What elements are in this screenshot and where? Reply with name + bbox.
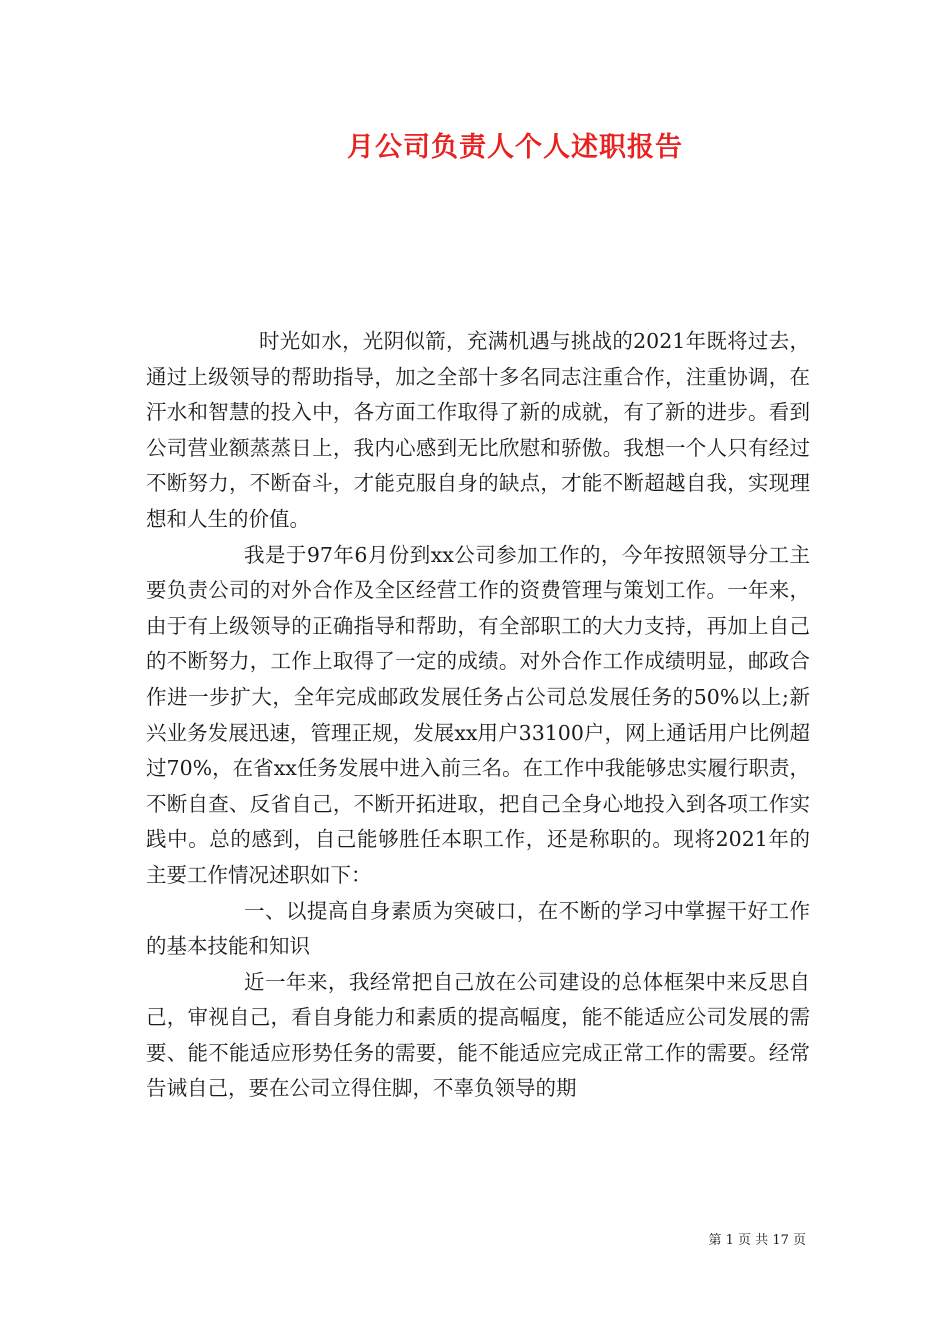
document-body [146,324,810,1107]
document-title: 月公司负责人个人述职报告 [347,132,683,163]
paragraph-intro: 时光如水，光阴似箭，充满机遇与挑战的2021年既将过去，通过上级领导的帮助指导，加之全部十多名同志注重合作，注重协调，在汗水和智慧的投入中，各方面工作取得了新的成就，有了新的进步。看到公司营业额蒸蒸日上，我内心感到无比欣慰和骄傲。我想一个人只有经过不断努力，不断奋斗，才能克服自身的缺点，才能不断超越自我，实现理想和人生的价值。 [146,329,810,531]
section-heading-1: 一、以提高自身素质为突破口，在不断的学习中掌握干好工作的基本技能和知识 [146,898,810,959]
paragraph-summary: 我是于97年6月份到xx公司参加工作的，今年按照领导分工主要负责公司的对外合作及全区经营工作的资费管理与策划工作。一年来，由于有上级领导的正确指导和帮助，有全部职工的大力支持，再加上自己的不断努力，工作上取得了一定的成绩。对外合作工作成绩明显，邮政合作进一步扩大，全年完成邮政发展任务占公司总发展任务的50%以上;新兴业务发展迅速，管理正规，发展xx用户33100户，网上通话用户比例超过70%，在省xx任务发展中进入前三名。在工作中我能够忠实履行职责，不断自查、反省自己，不断开拓进取，把自己全身心地投入到各项工作实践中。总的感到，自己能够胜任本职工作，还是称职的。现将2021年的主要工作情况述职如下： [146,542,810,887]
paragraph-section-1: 近一年来，我经常把自己放在公司建设的总体框架中来反思自己，审视自己，看自身能力和素质的提高幅度，能不能适应公司发展的需要、能不能适应形势任务的需要，能不能适应完成正常工作的需要。经常告诫自己，要在公司立得住脚，不辜负领导的期 [146,969,810,1101]
page-number: 第 1 页 共 17 页 [708,1233,806,1248]
